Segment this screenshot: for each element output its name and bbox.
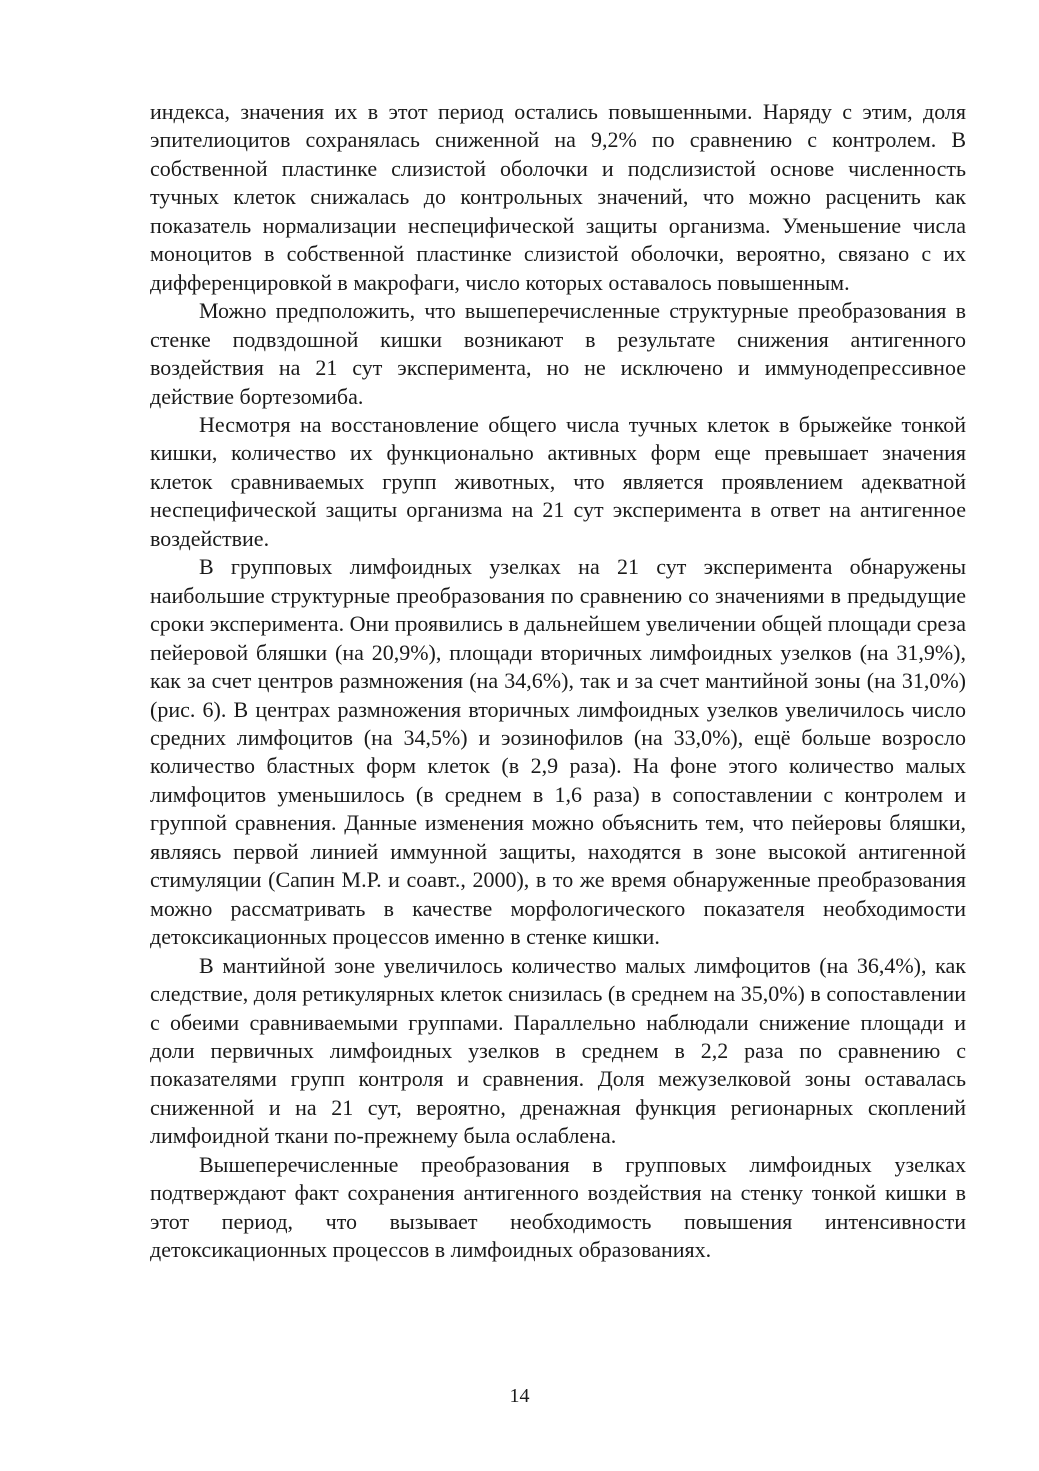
paragraph: В мантийной зоне увеличилось количество малых лимфоцитов (на 36,4%), как следствие, доля ретикулярных клеток снизилась (в среднем на 35,0%) в сопоставлении с обеими сравниваемыми группами. Параллельно наблюдали снижение площади и доли первичных лимфоидных узелков в среднем в 2,2 раза по сравнению с показателями групп контроля и сравнения. Доля межузелковой зоны оставалась сниженной и на 21 сут, вероятно, дренажная функция регионарных скоплений лимфоидной ткани по-прежнему была ослаблена. <box>150 952 966 1149</box>
page-number: 14 <box>509 1385 530 1407</box>
paragraph: Можно предположить, что вышеперечисленные структурные преобразования в стенке подвздошной кишки возникают в результате снижения антигенного воздействия на 21 сут эксперимента, но не исключено и иммунодепрессивное действие бортезомиба. <box>150 298 966 409</box>
paragraph-continued: индекса, значения их в этот период остались повышенными. Наряду с этим, доля эпителиоцитов сохранялась сниженной на 9,2% по сравнению с контролем. В собственной пластинке слизистой оболочки и подслизистой основе численность тучных клеток снижалась до контрольных значений, что можно расценить как показатель нормализации неспецифической защиты организма. Уменьшение числа моноцитов в собственной пластинке слизистой оболочки, вероятно, связано с их дифференцировкой в макрофаги, число которых оставалось повышенным. <box>150 99 966 295</box>
paragraph: Несмотря на восстановление общего числа тучных клеток в брыжейке тонкой кишки, количество их функционально активных форм еще превышает значения клеток сравниваемых групп животных, что является проявлением адекватной неспецифической защиты организма на 21 сут эксперимента в ответ на антигенное воздействие. <box>150 411 966 551</box>
body-text <box>150 98 966 1265</box>
paragraph: В групповых лимфоидных узелках на 21 сут эксперимента обнаружены наибольшие структурные преобразования по сравнению со значениями в предыдущие сроки эксперимента. Они проявились в дальнейшем увеличении общей площади среза пейеровой бляшки (на 20,9%), площади вторичных лимфоидных узелков (на 31,9%), как за счет центров размножения (на 34,6%), так и за счет мантийной зоны (на 31,0%) (рис. 6). В центрах размножения вторичных лимфоидных узелков увеличилось число средних лимфоцитов (на 34,5%) и эозинофилов (на 33,0%), ещё больше возросло количество бластных форм клеток (в 2,9 раза). На фоне этого количество малых лимфоцитов уменьшилось (в среднем в 1,6 раза) в сопоставлении с контролем и группой сравнения. Данные изменения можно объяснить тем, что пейеровы бляшки, являясь первой линией иммунной защиты, находятся в зоне высокой антигенной стимуляции (Сапин М.Р. и соавт., 2000), в то же время обнаруженные преобразования можно рассматривать в качестве морфологического показателя необходимости детоксикационных процессов именно в стенке кишки. <box>150 554 966 950</box>
paragraph: Вышеперечисленные преобразования в групповых лимфоидных узелках подтверждают факт сохранения антигенного воздействия на стенку тонкой кишки в этот период, что вызывает необходимость повышения интенсивности детоксикационных процессов в лимфоидных образованиях. <box>150 1151 966 1263</box>
